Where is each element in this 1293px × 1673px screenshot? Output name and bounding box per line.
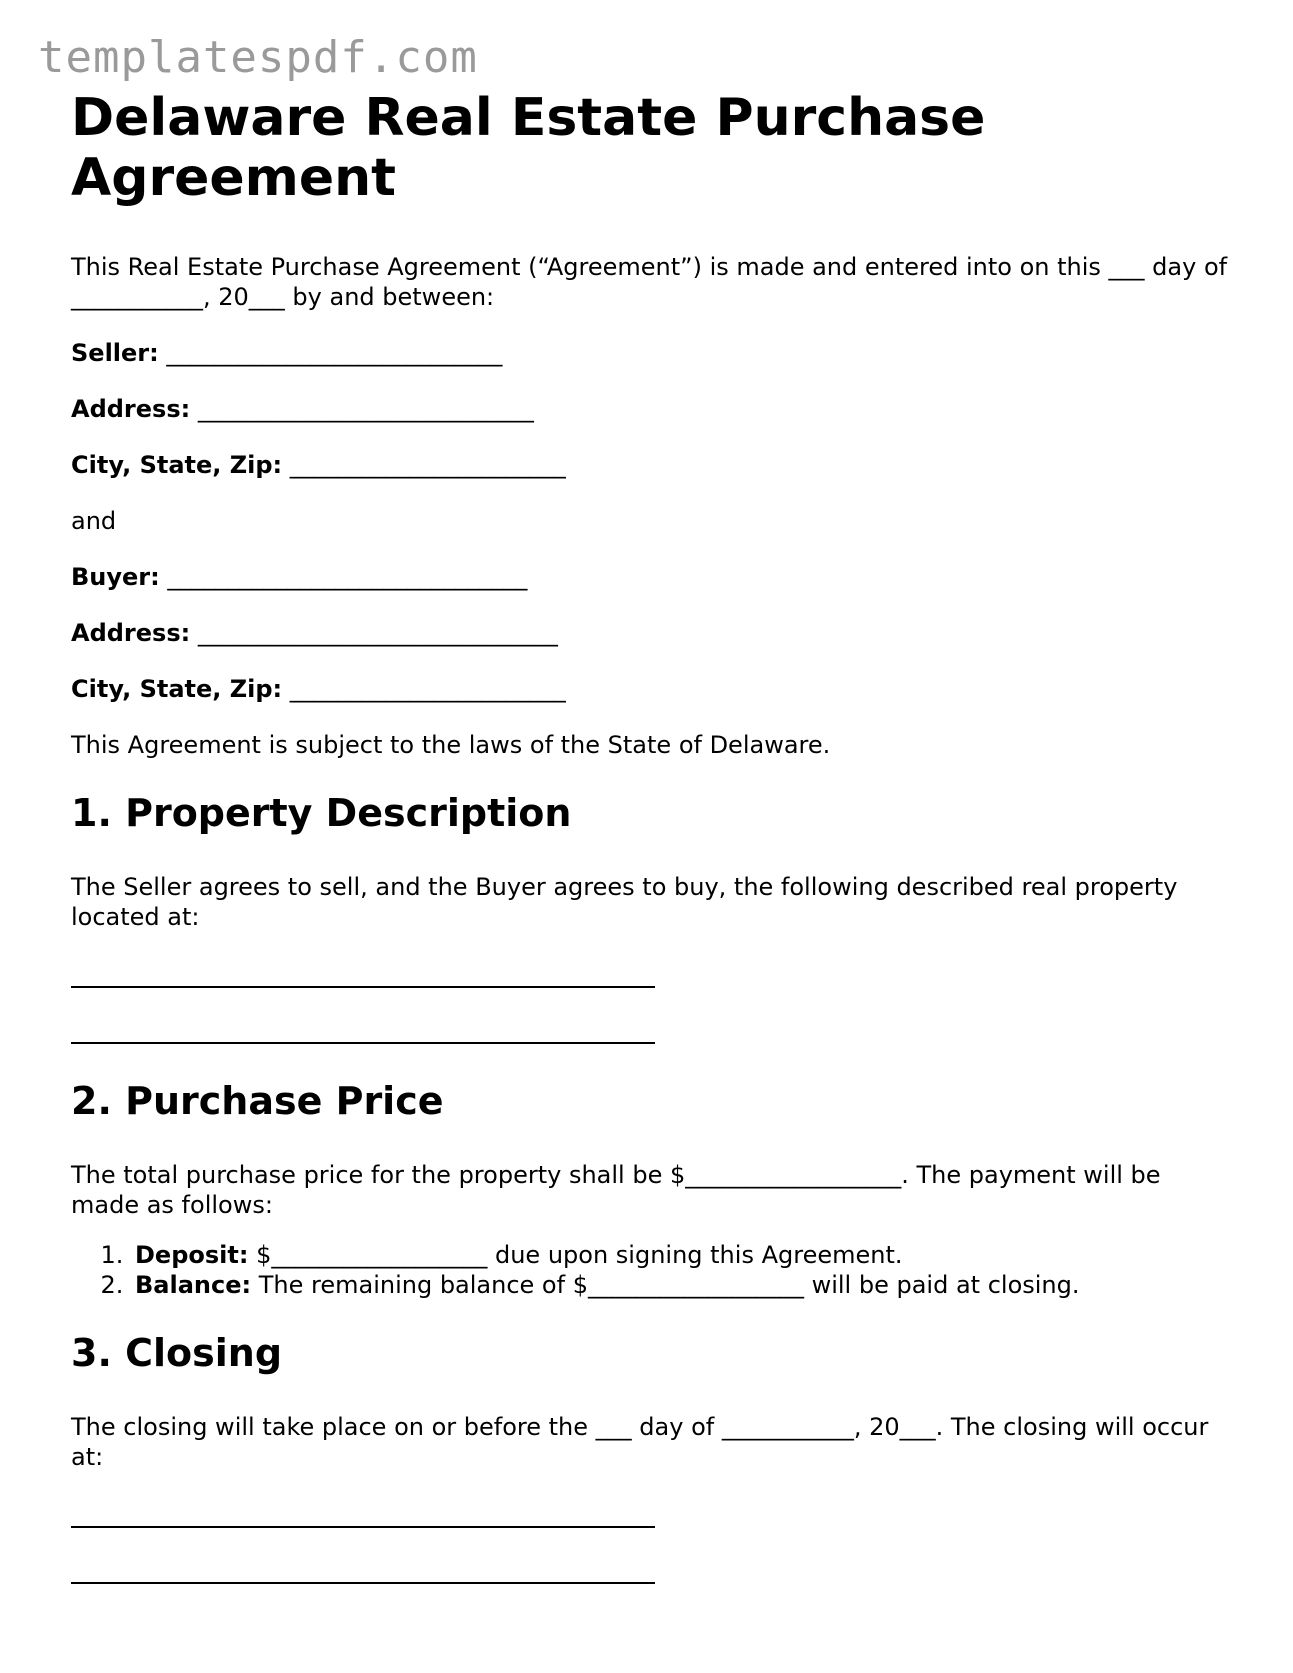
balance-text[interactable]: The remaining balance of $__________________ will be paid at closing. [251, 1271, 1080, 1299]
intro-paragraph: This Real Estate Purchase Agreement (“Agreement”) is made and entered into on this ___ day of ___________, 20___ by and between: [71, 253, 1228, 311]
seller-address-blank[interactable]: ____________________________ [197, 395, 534, 423]
buyer-name-field [71, 562, 1231, 592]
buyer-name-label: Buyer: [71, 563, 160, 591]
section-3-heading: 3. Closing [71, 1331, 283, 1375]
seller-city-label: City, State, Zip: [71, 451, 283, 479]
deposit-label: Deposit: [135, 1241, 249, 1269]
closing-location-line-2[interactable] [71, 1582, 655, 1584]
section-1-heading: 1. Property Description [71, 791, 572, 835]
deposit-text[interactable]: $__________________ due upon signing this Agreement. [248, 1241, 903, 1269]
seller-name-blank[interactable]: ____________________________ [166, 339, 503, 367]
section-3-body: The closing will take place on or before the ___ day of ___________, 20___. The closing will occur at: [71, 1413, 1209, 1471]
buyer-city-field [71, 674, 1231, 704]
seller-city-field [71, 450, 1231, 480]
document-title: Delaware Real Estate Purchase Agreement [71, 88, 986, 208]
buyer-address-label: Address: [71, 619, 191, 647]
and-text: and [71, 507, 117, 535]
property-address-line-1[interactable] [71, 986, 655, 988]
buyer-city-label: City, State, Zip: [71, 675, 283, 703]
section-2-heading: 2. Purchase Price [71, 1079, 444, 1123]
seller-name-field [71, 338, 1231, 368]
seller-city-blank[interactable]: _______________________ [289, 451, 566, 479]
buyer-city-blank[interactable]: _______________________ [289, 675, 566, 703]
section-2-body: The total purchase price for the property shall be $__________________. The payment will be made as follows: [71, 1161, 1161, 1219]
list-item [131, 1240, 1231, 1270]
seller-address-field [71, 394, 1231, 424]
watermark: templatespdf.com [38, 32, 478, 83]
section-1-body: The Seller agrees to sell, and the Buyer agrees to buy, the following described real property located at: [71, 873, 1178, 931]
governing-law-text: This Agreement is subject to the laws of the State of Delaware. [71, 731, 831, 759]
list-item [131, 1270, 1231, 1300]
buyer-name-blank[interactable]: ______________________________ [167, 563, 528, 591]
buyer-address-field [71, 618, 1231, 648]
property-address-line-2[interactable] [71, 1042, 655, 1044]
seller-name-label: Seller: [71, 339, 159, 367]
balance-label: Balance: [135, 1271, 252, 1299]
document-page [71, 88, 1231, 1584]
seller-address-label: Address: [71, 395, 191, 423]
buyer-address-blank[interactable]: ______________________________ [197, 619, 558, 647]
payment-list [71, 1240, 1231, 1300]
closing-location-line-1[interactable] [71, 1526, 655, 1528]
